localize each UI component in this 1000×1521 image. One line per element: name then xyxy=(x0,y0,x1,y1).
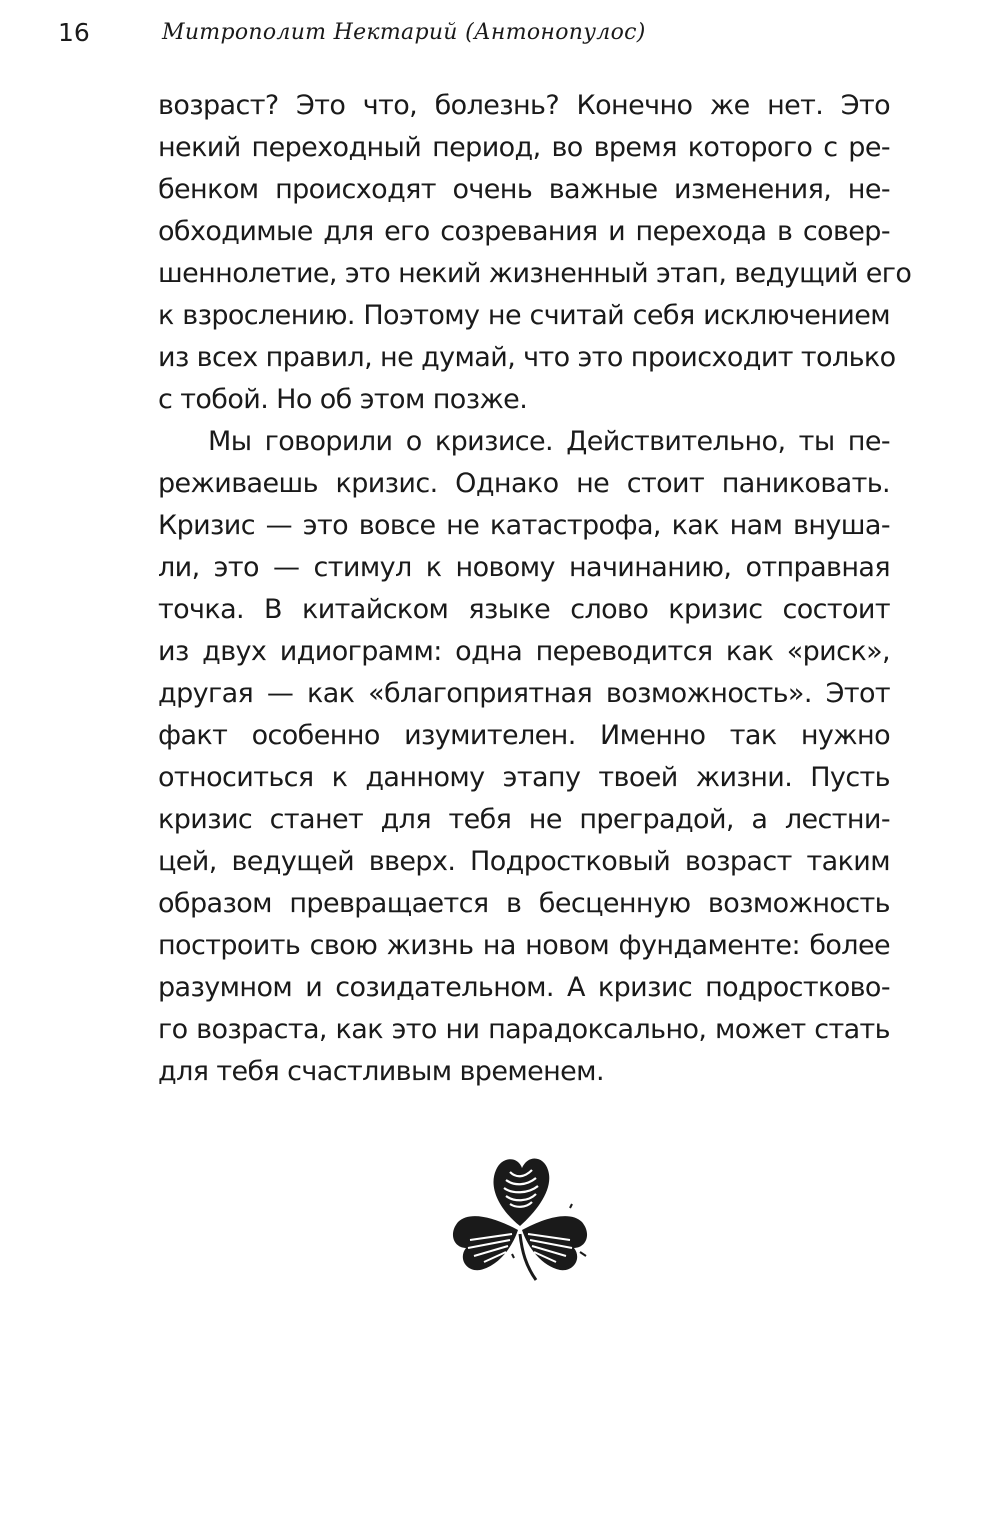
text-line: построить свою жизнь на новом фундаменте: более xyxy=(158,930,890,961)
text-line: реживаешь кризис. Однако не стоит паниковать. xyxy=(158,468,890,499)
paragraph-1 xyxy=(158,85,912,421)
text-line: образом превращается в бесценную возможность xyxy=(158,888,890,919)
running-head: Митрополит Нектарий (Антонопулос) xyxy=(162,20,646,45)
page-number: 16 xyxy=(58,18,90,47)
text-line: Мы говорили о кризисе. Действительно, ты пе- xyxy=(208,426,890,457)
text-line: шеннолетие, это некий жизненный этап, ведущий его xyxy=(158,258,912,289)
text-line: го возраста, как это ни парадоксально, может стать xyxy=(158,1014,890,1045)
text-line: некий переходный период, во время которого с ре- xyxy=(158,132,890,163)
text-line: бенком происходят очень важные изменения, не- xyxy=(158,174,890,205)
text-line: другая — как «благоприятная возможность». Этот xyxy=(158,678,890,709)
text-line: цей, ведущей вверх. Подростковый возраст таким xyxy=(158,846,890,877)
text-line: из двух идиограмм: одна переводится как «риск», xyxy=(158,636,890,667)
page-header xyxy=(58,14,918,54)
text-line: ли, это — стимул к новому начинанию, отправная xyxy=(158,552,890,583)
text-line: из всех правил, не думай, что это происходит только xyxy=(158,342,896,373)
text-line: к взрослению. Поэтому не считай себя исключением xyxy=(158,300,890,331)
text-line: кризис станет для тебя не преградой, а лестни- xyxy=(158,804,890,835)
text-line: разумном и созидательном. А кризис подростково- xyxy=(158,972,890,1003)
body-text xyxy=(158,85,912,1093)
text-line: возраст? Это что, болезнь? Конечно же нет. Это xyxy=(158,90,890,121)
text-line: Кризис — это вовсе не катастрофа, как нам внуша- xyxy=(158,510,890,541)
text-line: для тебя счастливым временем. xyxy=(158,1056,604,1087)
text-line: обходимые для его созревания и перехода в совер- xyxy=(158,216,890,247)
paragraph-2 xyxy=(158,421,890,1093)
text-line: относиться к данному этапу твоей жизни. Пусть xyxy=(158,762,890,793)
text-line: с тобой. Но об этом позже. xyxy=(158,384,528,415)
shamrock-icon xyxy=(440,1148,600,1288)
text-line: точка. В китайском языке слово кризис состоит xyxy=(158,594,890,625)
text-line: факт особенно изумителен. Именно так нужно xyxy=(158,720,890,751)
